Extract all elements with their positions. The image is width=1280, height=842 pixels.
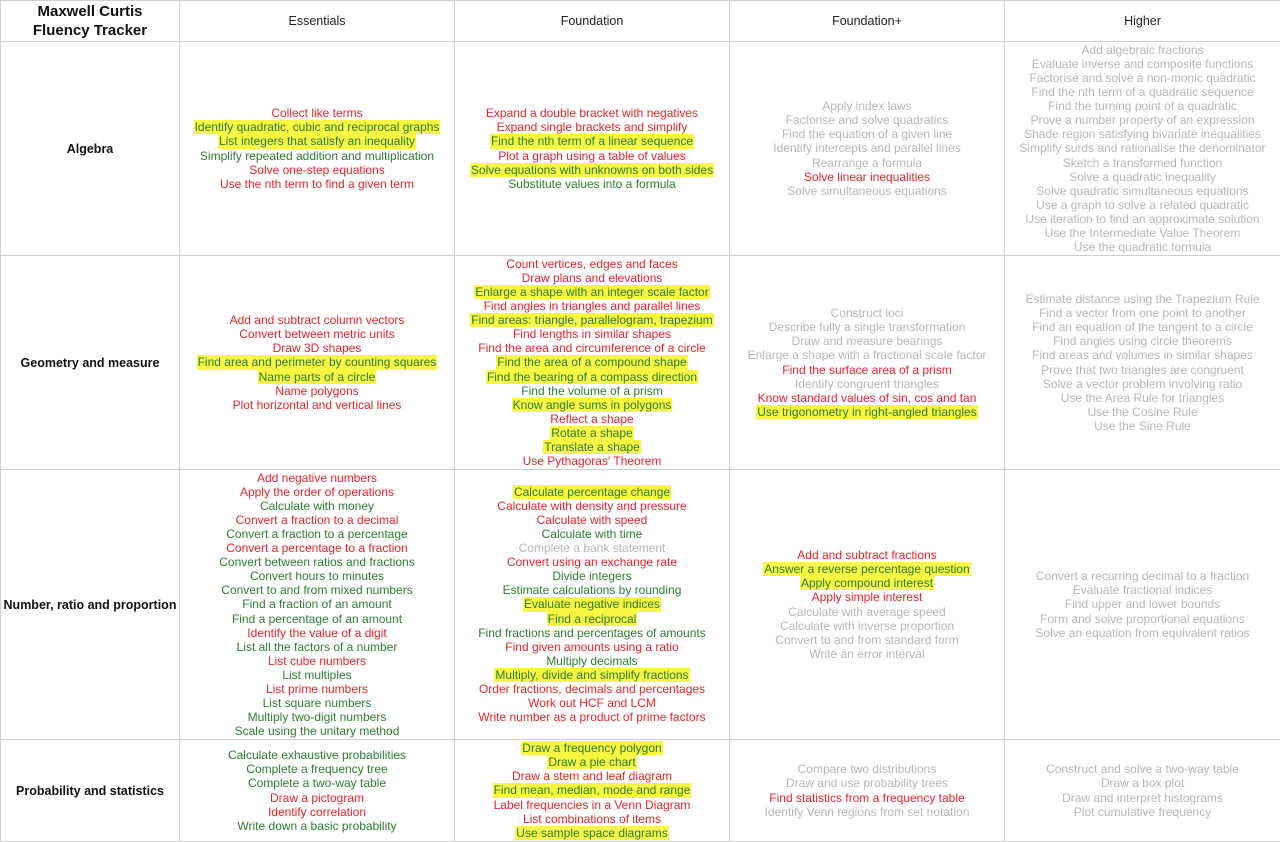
- skill-item: Solve quadratic simultaneous equations: [1036, 183, 1249, 198]
- skill-item: Use the nth term to find a given term: [219, 176, 415, 191]
- skill-item: Find the surface area of a prism: [782, 362, 952, 377]
- skill-item: Convert to and from mixed numbers: [221, 583, 413, 598]
- skill-item: List square numbers: [262, 696, 372, 711]
- skill-item: Add and subtract column vectors: [229, 313, 405, 328]
- skills-cell-essentials: [180, 740, 455, 842]
- skill-item: Write down a basic probability: [237, 818, 397, 833]
- skill-item: Use the Sine Rule: [1094, 418, 1191, 433]
- skill-item: Calculate with speed: [536, 512, 648, 527]
- skill-item: Find fractions and percentages of amounts: [478, 625, 706, 640]
- skill-item: Calculate with money: [259, 498, 375, 513]
- skill-item: Translate a shape: [544, 440, 640, 455]
- skill-item: Scale using the unitary method: [234, 724, 400, 739]
- skills-cell-foundation: [455, 740, 730, 842]
- skill-item: Add algebraic fractions: [1081, 42, 1204, 57]
- skill-item: Complete a frequency tree: [246, 762, 388, 777]
- skill-item: Convert a fraction to a percentage: [226, 526, 408, 541]
- skill-item: Apply index laws: [822, 99, 912, 114]
- skill-item: Enlarge a shape with a fractional scale factor: [747, 348, 987, 363]
- skill-item: Name parts of a circle: [258, 369, 376, 384]
- skill-item: Complete a two-way table: [247, 776, 387, 791]
- skill-item: Shade region satisfying bivariate inequalities: [1024, 127, 1261, 142]
- skill-item: Apply simple interest: [811, 590, 923, 605]
- skill-item: Calculate with inverse proportion: [779, 618, 955, 633]
- skill-item: Count vertices, edges and faces: [506, 256, 678, 271]
- skill-item: Multiply decimals: [546, 653, 638, 668]
- skill-item: Label frequencies in a Venn Diagram: [493, 797, 691, 812]
- topic-row-number: [1, 470, 1280, 740]
- skill-item: Multiply two-digit numbers: [247, 710, 387, 725]
- topic-row-geometry: [1, 256, 1280, 470]
- skill-item: Calculate with density and pressure: [497, 498, 687, 513]
- skills-cell-essentials: [180, 470, 455, 740]
- skill-item: Find a vector from one point to another: [1039, 306, 1246, 321]
- skill-item: Identify correlation: [267, 804, 367, 819]
- skill-item: Convert between ratios and fractions: [219, 555, 415, 570]
- column-header-foundation-plus: Foundation+: [730, 1, 1005, 42]
- skill-item: Work out HCF and LCM: [528, 696, 656, 711]
- skill-item: Use sample space diagrams: [516, 825, 668, 840]
- topic-row-algebra: [1, 42, 1280, 256]
- skill-item: Estimate calculations by rounding: [502, 583, 682, 598]
- skill-item: Write number as a product of prime factors: [478, 710, 706, 725]
- skills-cell-foundation: [455, 42, 730, 256]
- skill-item: Apply compound interest: [800, 576, 934, 591]
- skill-item: Add and subtract fractions: [797, 548, 937, 563]
- skills-cell-foundation-plus: [730, 470, 1005, 740]
- skill-item: Multiply, divide and simplify fractions: [495, 667, 689, 682]
- skill-item: Sketch a transformed function: [1062, 155, 1223, 170]
- skills-cell-higher: [1005, 470, 1280, 740]
- skill-item: Evaluate fractional indices: [1072, 583, 1213, 598]
- skills-cell-foundation: [455, 470, 730, 740]
- skill-item: Find the equation of a given line: [781, 127, 953, 142]
- skill-item: Use the Cosine Rule: [1087, 404, 1198, 419]
- topic-label: Geometry and measure: [1, 256, 180, 470]
- skill-item: Convert a percentage to a fraction: [226, 541, 408, 556]
- skill-item: Identify the value of a digit: [247, 625, 387, 640]
- skill-item: Plot horizontal and vertical lines: [232, 397, 402, 412]
- skill-item: Draw a stem and leaf diagram: [511, 769, 673, 784]
- skill-item: Find angles in triangles and parallel lines: [483, 299, 701, 314]
- skill-item: Convert hours to minutes: [249, 569, 385, 584]
- skill-item: Rearrange a formula: [811, 155, 923, 170]
- skill-item: Identify quadratic, cubic and reciprocal graphs: [194, 120, 440, 135]
- skill-item: Find the nth term of a quadratic sequence: [1031, 85, 1254, 100]
- title-line-2: Fluency Tracker: [32, 22, 148, 39]
- column-header-essentials: Essentials: [180, 1, 455, 42]
- skill-item: Find mean, median, mode and range: [493, 783, 691, 798]
- skill-item: Solve an equation from equivalent ratios: [1035, 625, 1250, 640]
- skill-item: Construct and solve a two-way table: [1046, 762, 1239, 777]
- skill-item: Know angle sums in polygons: [512, 397, 672, 412]
- skill-item: Simplify repeated addition and multiplication: [199, 148, 435, 163]
- skill-item: Order fractions, decimals and percentages: [478, 682, 706, 697]
- skill-item: Find statistics from a frequency table: [769, 790, 965, 805]
- skills-cell-higher: [1005, 42, 1280, 256]
- skill-item: Calculate percentage change: [513, 484, 671, 499]
- skill-item: Draw plans and elevations: [521, 270, 663, 285]
- skill-item: Name polygons: [275, 383, 359, 398]
- skill-item: Solve linear inequalities: [803, 169, 931, 184]
- skill-item: Use the quadratic formula: [1073, 240, 1212, 255]
- skills-cell-essentials: [180, 42, 455, 256]
- skill-item: Draw and measure bearings: [791, 334, 943, 349]
- skill-item: Substitute values into a formula: [508, 176, 676, 191]
- skill-item: Solve a vector problem involving ratio: [1042, 376, 1243, 391]
- skill-item: Write an error interval: [809, 646, 925, 661]
- skill-item: Find a percentage of an amount: [231, 611, 403, 626]
- topic-label: Algebra: [1, 42, 180, 256]
- skills-cell-foundation: [455, 256, 730, 470]
- skill-item: Simplify surds and rationalise the denominator: [1019, 141, 1266, 156]
- skill-item: Expand single brackets and simplify: [496, 120, 688, 135]
- skill-item: Solve one-step equations: [249, 162, 385, 177]
- skill-item: Identify congruent triangles: [794, 376, 940, 391]
- skill-item: Draw 3D shapes: [272, 341, 362, 356]
- skill-item: Form and solve proportional equations: [1040, 611, 1245, 626]
- skill-item: Factorise and solve a non-monic quadratic: [1029, 70, 1256, 85]
- skill-item: Enlarge a shape with an integer scale factor: [475, 284, 709, 299]
- skills-cell-higher: [1005, 740, 1280, 842]
- skill-item: Solve equations with unknowns on both sides: [470, 162, 714, 177]
- skill-item: Find areas and volumes in similar shapes: [1032, 348, 1253, 363]
- skill-item: Plot a graph using a table of values: [498, 148, 686, 163]
- skill-item: Factorise and solve quadratics: [785, 113, 949, 128]
- skill-item: Convert to and from standard form: [775, 632, 959, 647]
- skill-item: Add negative numbers: [256, 470, 378, 485]
- skill-item: List integers that satisfy an inequality: [218, 134, 416, 149]
- skill-item: Find upper and lower bounds: [1064, 597, 1221, 612]
- skill-item: Apply the order of operations: [239, 484, 395, 499]
- skill-item: Draw a box plot: [1100, 776, 1185, 791]
- skill-item: Estimate distance using the Trapezium Rule: [1025, 292, 1260, 307]
- skill-item: Draw a pie chart: [548, 755, 636, 770]
- skill-item: Rotate a shape: [551, 425, 633, 440]
- skills-cell-foundation-plus: [730, 256, 1005, 470]
- skills-cell-foundation-plus: [730, 740, 1005, 842]
- topic-label: Probability and statistics: [1, 740, 180, 842]
- skill-item: Complete a bank statement: [518, 541, 666, 556]
- skill-item: Find an equation of the tangent to a circle: [1032, 320, 1253, 335]
- skill-item: Find the turning point of a quadratic: [1048, 99, 1237, 114]
- skill-item: Draw a pictogram: [269, 790, 365, 805]
- skill-item: Use the Area Rule for triangles: [1060, 390, 1225, 405]
- skill-item: Plot cumulative frequency: [1073, 804, 1212, 819]
- header-row: [1, 1, 1280, 42]
- skill-item: Answer a reverse percentage question: [764, 562, 970, 577]
- skill-item: Use iteration to find an approximate solution: [1025, 211, 1260, 226]
- skill-item: Find areas: triangle, parallelogram, trapezium: [471, 313, 713, 328]
- column-header-higher: Higher: [1005, 1, 1280, 42]
- skills-cell-essentials: [180, 256, 455, 470]
- skill-item: Draw and interpret histograms: [1062, 790, 1223, 805]
- skill-item: Know standard values of sin, cos and tan: [757, 390, 977, 405]
- skill-item: Find the bearing of a compass direction: [486, 369, 698, 384]
- skill-item: Draw and use probability trees: [785, 776, 949, 791]
- skill-item: Identify Venn regions from set notation: [764, 804, 970, 819]
- skill-item: Use a graph to solve a related quadratic: [1036, 197, 1249, 212]
- skill-item: List cube numbers: [267, 653, 367, 668]
- skill-item: Prove that two triangles are congruent: [1041, 362, 1244, 377]
- skills-cell-higher: [1005, 256, 1280, 470]
- skill-item: Find the area of a compound shape: [497, 355, 687, 370]
- skill-item: Compare two distributions: [797, 762, 937, 777]
- skill-item: Find angles using circle theorems: [1053, 334, 1232, 349]
- skill-item: Reflect a shape: [550, 411, 634, 426]
- skill-item: Divide integers: [552, 569, 632, 584]
- skill-item: Convert a recurring decimal to a fraction: [1035, 569, 1250, 584]
- column-header-foundation: Foundation: [455, 1, 730, 42]
- skill-item: Find lengths in similar shapes: [512, 327, 672, 342]
- skill-item: Find a reciprocal: [547, 611, 637, 626]
- skill-item: Solve simultaneous equations: [787, 183, 947, 198]
- skill-item: Find the volume of a prism: [521, 383, 663, 398]
- skill-item: Collect like terms: [271, 106, 363, 121]
- skill-item: Convert a fraction to a decimal: [235, 512, 399, 527]
- skill-item: List multiples: [282, 667, 352, 682]
- skill-item: Evaluate negative indices: [523, 597, 661, 612]
- skill-item: Calculate with time: [541, 526, 643, 541]
- skill-item: Convert using an exchange rate: [506, 555, 678, 570]
- skill-item: List prime numbers: [265, 682, 369, 697]
- skill-item: Use the Intermediate Value Theorem: [1044, 226, 1241, 241]
- skill-item: Prove a number property of an expression: [1030, 113, 1255, 128]
- skill-item: Find area and perimeter by counting squares: [197, 355, 437, 370]
- skill-item: Find the area and circumference of a circle: [478, 341, 706, 356]
- skill-item: Use Pythagoras' Theorem: [522, 454, 662, 469]
- skill-item: Draw a frequency polygon: [522, 741, 662, 756]
- skill-item: List combinations of items: [522, 811, 662, 826]
- skill-item: Expand a double bracket with negatives: [485, 106, 699, 121]
- tracker-title: [1, 1, 180, 42]
- skill-item: Calculate exhaustive probabilities: [227, 748, 407, 763]
- skill-item: Identify intercepts and parallel lines: [773, 141, 961, 156]
- skills-cell-foundation-plus: [730, 42, 1005, 256]
- topic-label: Number, ratio and proportion: [1, 470, 180, 740]
- skill-item: Convert between metric units: [239, 327, 395, 342]
- skill-item: Find given amounts using a ratio: [505, 639, 679, 654]
- skill-item: Describe fully a single transformation: [768, 320, 966, 335]
- skill-item: Solve a quadratic inequality: [1069, 169, 1216, 184]
- skill-item: Calculate with average speed: [788, 604, 946, 619]
- skill-item: Construct loci: [830, 306, 904, 321]
- skill-item: Find a fraction of an amount: [242, 597, 392, 612]
- skill-item: List all the factors of a number: [236, 639, 398, 654]
- title-line-1: Maxwell Curtis: [37, 3, 143, 20]
- skill-item: Evaluate inverse and composite functions: [1031, 56, 1254, 71]
- topic-row-probability: [1, 740, 1280, 842]
- skill-item: Find the nth term of a linear sequence: [490, 134, 694, 149]
- skill-item: Use trigonometry in right-angled triangles: [757, 404, 977, 419]
